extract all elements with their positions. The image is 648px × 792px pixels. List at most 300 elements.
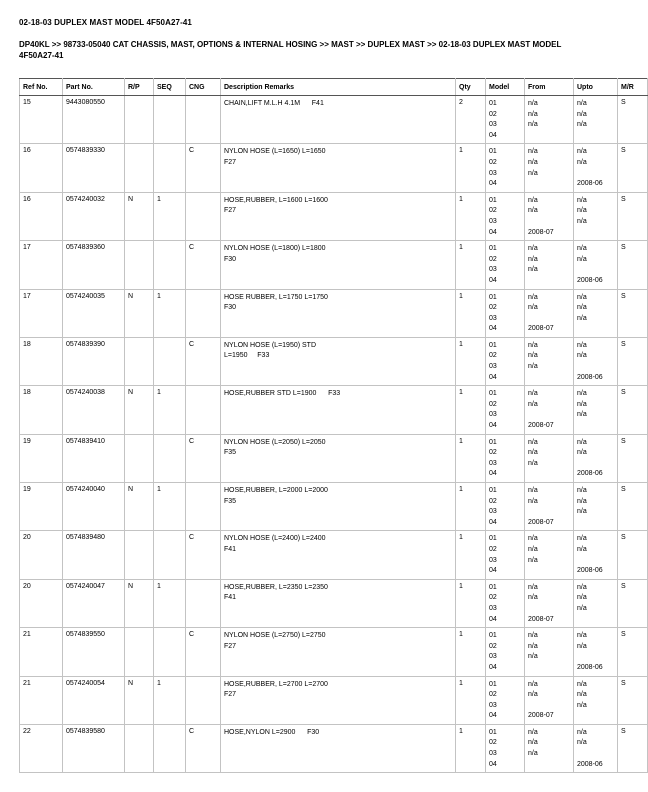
from-line: n/a [528,449,538,457]
from-line: n/a [528,497,538,505]
description-line: HOSE,RUBBER STD L=1900 F33 [224,390,341,398]
model-line: 03 [489,411,497,419]
from-line: n/a [528,304,538,312]
cell-mr: S [618,337,648,385]
cell-part: 0574839580 [63,724,125,772]
upto-line: 2008-06 [577,180,603,188]
cell-ref: 22 [20,724,63,772]
from-line [528,507,571,518]
from-line: n/a [528,266,538,274]
upto-line: 2008-06 [577,663,603,671]
cell-seq [154,628,186,676]
model-line: 01 [489,535,497,543]
upto-line: n/a [577,701,587,709]
from-line [528,276,571,287]
model-line: 03 [489,556,497,564]
cell-from [525,241,574,289]
cell-cng: C [186,144,221,192]
model-line: 02 [489,449,497,457]
cell-part: 0574240047 [63,579,125,627]
model-line: 02 [489,691,497,699]
cell-rp: N [125,483,154,531]
cell-ref: 18 [20,386,63,434]
model-line: 04 [489,760,497,768]
cell-description [221,434,456,482]
from-line: n/a [528,169,538,177]
from-line: 2008-07 [528,422,554,430]
cell-part: 0574839330 [63,144,125,192]
cell-cng: C [186,434,221,482]
cell-part: 0574839360 [63,241,125,289]
upto-line [577,459,615,470]
cell-rp: N [125,579,154,627]
cell-description [221,289,456,337]
model-line: 02 [489,594,497,602]
description-line: F27 [224,158,237,166]
upto-line: n/a [577,535,587,543]
cell-qty: 1 [456,434,486,482]
cell-part: 0574839480 [63,531,125,579]
upto-line: n/a [577,583,587,591]
cell-seq [154,531,186,579]
cell-rp [125,337,154,385]
cell-qty: 1 [456,483,486,531]
upto-line: n/a [577,390,587,398]
description-line: NYLON HOSE (L=1950) STD [224,341,317,349]
description-line: NYLON HOSE (L=2050) L=2050 [224,438,326,446]
upto-line: 2008-06 [577,470,603,478]
model-line: 02 [489,642,497,650]
description-line: L=1950 F33 [224,352,270,360]
cell-cng [186,483,221,531]
cell-mr: S [618,289,648,337]
cell-ref: 16 [20,144,63,192]
model-line: 01 [489,341,497,349]
cell-seq [154,724,186,772]
from-line: n/a [528,245,538,253]
cell-from [525,386,574,434]
cell-from [525,96,574,144]
model-line: 02 [489,400,497,408]
cell-part: 0574839410 [63,434,125,482]
cell-seq [154,337,186,385]
from-line [528,469,571,480]
table-row [20,192,648,240]
from-line: 2008-07 [528,325,554,333]
from-line: n/a [528,341,538,349]
model-line: 01 [489,245,497,253]
model-line: 01 [489,100,497,107]
cell-upto [574,241,618,289]
column-header-from: From [525,79,574,96]
cell-model [486,724,525,772]
cell-ref: 21 [20,628,63,676]
from-line [528,131,571,142]
model-line: 02 [489,352,497,360]
upto-line [577,615,615,626]
from-line [528,217,571,228]
upto-line: n/a [577,148,587,156]
from-line [528,701,571,712]
description-line [224,110,453,121]
upto-line: 2008-06 [577,760,603,768]
upto-line: n/a [577,739,587,747]
cell-from [525,144,574,192]
upto-line: n/a [577,100,587,107]
cell-mr: S [618,192,648,240]
cell-from [525,337,574,385]
cell-description [221,676,456,724]
model-line: 01 [489,196,497,204]
column-header-model: Model [486,79,525,96]
description-line: HOSE,NYLON L=2900 F30 [224,728,320,736]
column-header-qty: Qty [456,79,486,96]
upto-line [577,421,615,432]
model-line: 04 [489,615,497,623]
cell-rp [125,241,154,289]
model-line: 01 [489,293,497,301]
cell-upto [574,337,618,385]
upto-line [577,556,615,567]
cell-description [221,483,456,531]
cell-from [525,289,574,337]
from-line: n/a [528,390,538,398]
cell-seq: 1 [154,192,186,240]
description-line: HOSE,RUBBER, L=2700 L=2700 [224,680,328,688]
from-line: 2008-07 [528,518,554,526]
description-line: NYLON HOSE (L=1650) L=1650 [224,148,326,156]
cell-model [486,579,525,627]
upto-line: n/a [577,604,587,612]
from-line: n/a [528,438,538,446]
cell-model [486,676,525,724]
description-line: F30 [224,255,237,263]
upto-line: n/a [577,217,587,225]
cell-upto [574,676,618,724]
cell-cng [186,192,221,240]
from-line: n/a [528,255,538,263]
table-row [20,579,648,627]
model-line: 04 [489,518,497,526]
cell-upto [574,483,618,531]
upto-line: n/a [577,545,587,553]
model-line: 03 [489,363,497,371]
cell-cng [186,676,221,724]
model-line: 03 [489,266,497,274]
description-line: F27 [224,642,237,650]
cell-part: 0574240040 [63,483,125,531]
description-line: HOSE,RUBBER, L=1600 L=1600 [224,196,328,204]
cell-seq [154,241,186,289]
cell-mr: S [618,724,648,772]
description-line: F41 [224,594,237,602]
from-line: n/a [528,400,538,408]
cell-qty: 1 [456,676,486,724]
upto-line: n/a [577,411,587,419]
cell-rp: N [125,676,154,724]
cell-ref: 18 [20,337,63,385]
table-row [20,483,648,531]
cell-mr: S [618,676,648,724]
cell-qty: 1 [456,531,486,579]
upto-line [577,711,615,722]
cell-model [486,241,525,289]
from-line: n/a [528,121,538,129]
model-line: 01 [489,728,497,736]
cell-upto [574,434,618,482]
cell-ref: 19 [20,483,63,531]
cell-cng [186,289,221,337]
cell-seq [154,96,186,144]
cell-upto [574,724,618,772]
from-line: n/a [528,535,538,543]
upto-line: n/a [577,304,587,312]
cell-ref: 17 [20,241,63,289]
model-line: 04 [489,131,497,139]
cell-model [486,628,525,676]
table-row [20,628,648,676]
upto-line: n/a [577,293,587,301]
model-line: 03 [489,169,497,177]
column-header-part-no: Part No. [63,79,125,96]
model-line: 01 [489,632,497,640]
cell-from [525,676,574,724]
cell-part: 0574839390 [63,337,125,385]
model-line: 03 [489,701,497,709]
description-line: F35 [224,497,237,505]
model-line: 01 [489,680,497,688]
cell-part: 0574839550 [63,628,125,676]
cell-from [525,628,574,676]
cell-mr: S [618,434,648,482]
model-line: 02 [489,158,497,166]
upto-line: n/a [577,487,587,494]
table-row [20,241,648,289]
from-line: n/a [528,207,538,215]
cell-from [525,724,574,772]
upto-line: n/a [577,438,587,446]
cell-upto [574,96,618,144]
model-line: 01 [489,148,497,156]
model-line: 02 [489,497,497,505]
model-line: 03 [489,121,497,129]
from-line [528,760,571,771]
cell-description [221,386,456,434]
cell-part: 0574240038 [63,386,125,434]
cell-from [525,531,574,579]
cell-model [486,144,525,192]
cell-upto [574,144,618,192]
parts-table [19,78,648,773]
from-line: n/a [528,556,538,564]
description-line [224,400,453,411]
cell-rp: N [125,192,154,240]
upto-line: n/a [577,158,587,166]
upto-line [577,518,615,529]
cell-upto [574,289,618,337]
upto-line: 2008-06 [577,567,603,575]
cell-qty: 1 [456,144,486,192]
from-line: n/a [528,293,538,301]
cell-upto [574,531,618,579]
model-line: 03 [489,604,497,612]
from-line: n/a [528,487,538,494]
upto-line [577,324,615,335]
from-line [528,179,571,190]
model-line: 01 [489,438,497,446]
cell-ref: 15 [20,96,63,144]
upto-line: n/a [577,497,587,505]
column-header-seq: SEQ [154,79,186,96]
description-line: HOSE RUBBER, L=1750 L=1750 [224,293,328,301]
cell-ref: 21 [20,676,63,724]
upto-line: n/a [577,594,587,602]
cell-cng [186,386,221,434]
from-line: n/a [528,691,538,699]
upto-line [577,652,615,663]
cell-model [486,337,525,385]
cell-rp [125,724,154,772]
from-line [528,410,571,421]
from-line [528,604,571,615]
from-line: 2008-07 [528,712,554,720]
upto-line: 2008-06 [577,373,603,381]
cell-model [486,483,525,531]
from-line: n/a [528,728,538,736]
table-row [20,337,648,385]
cell-cng [186,96,221,144]
description-line: NYLON HOSE (L=2750) L=2750 [224,632,326,640]
upto-line: n/a [577,207,587,215]
from-line: 2008-07 [528,615,554,623]
from-line: n/a [528,583,538,591]
cell-upto [574,192,618,240]
upto-line: n/a [577,121,587,129]
description-line: F27 [224,207,237,215]
from-line: n/a [528,196,538,204]
column-header-upto: Upto [574,79,618,96]
description-line: HOSE,RUBBER, L=2350 L=2350 [224,583,328,591]
cell-mr: S [618,483,648,531]
column-header-ref-no: Ref No. [20,79,63,96]
upto-line: n/a [577,680,587,688]
description-line [224,738,453,749]
cell-cng: C [186,241,221,289]
from-line [528,314,571,325]
cell-qty: 1 [456,386,486,434]
model-line: 03 [489,459,497,467]
model-line: 03 [489,508,497,516]
description-line: HOSE,RUBBER, L=2000 L=2000 [224,487,328,494]
cell-description [221,337,456,385]
model-line: 04 [489,422,497,430]
cell-mr: S [618,144,648,192]
description-line: CHAIN,LIFT M.L.H 4.1M F41 [224,100,324,107]
cell-description [221,579,456,627]
cell-upto [574,386,618,434]
cell-rp [125,434,154,482]
upto-line: n/a [577,632,587,640]
model-line: 04 [489,663,497,671]
upto-line: n/a [577,245,587,253]
upto-line: n/a [577,508,587,516]
cell-upto [574,628,618,676]
upto-line: n/a [577,642,587,650]
model-line: 04 [489,180,497,188]
cell-qty: 2 [456,96,486,144]
cell-cng: C [186,724,221,772]
from-line [528,373,571,384]
cell-cng: C [186,337,221,385]
description-line: F27 [224,691,237,699]
cell-from [525,192,574,240]
cell-model [486,192,525,240]
cell-ref: 17 [20,289,63,337]
column-header-m-r: M/R [618,79,648,96]
from-line: n/a [528,110,538,118]
cell-description [221,144,456,192]
cell-ref: 20 [20,531,63,579]
cell-cng: C [186,628,221,676]
from-line: n/a [528,148,538,156]
from-line [528,663,571,674]
cell-from [525,483,574,531]
upto-line [577,265,615,276]
cell-part: 0574240054 [63,676,125,724]
model-line: 03 [489,750,497,758]
table-row [20,144,648,192]
description-line: F41 [224,545,237,553]
from-line: n/a [528,363,538,371]
cell-cng: C [186,531,221,579]
upto-line: n/a [577,314,587,322]
cell-rp: N [125,386,154,434]
upto-line [577,169,615,180]
description-line: NYLON HOSE (L=1800) L=1800 [224,245,326,253]
upto-line: n/a [577,196,587,204]
cell-from [525,434,574,482]
model-line: 02 [489,207,497,215]
table-row [20,724,648,772]
cell-rp [125,628,154,676]
cell-part: 0574240032 [63,192,125,240]
upto-line: n/a [577,352,587,360]
model-line: 02 [489,255,497,263]
cell-description [221,96,456,144]
table-row [20,289,648,337]
table-row [20,676,648,724]
cell-mr: S [618,96,648,144]
cell-upto [574,579,618,627]
from-line: n/a [528,100,538,107]
cell-rp: N [125,289,154,337]
cell-rp [125,96,154,144]
cell-cng [186,579,221,627]
cell-ref: 19 [20,434,63,482]
upto-line: n/a [577,728,587,736]
table-row [20,386,648,434]
cell-ref: 16 [20,192,63,240]
column-header-cng: CNG [186,79,221,96]
cell-seq [154,434,186,482]
upto-line: n/a [577,400,587,408]
cell-seq: 1 [154,579,186,627]
upto-line: n/a [577,341,587,349]
from-line: n/a [528,750,538,758]
cell-model [486,289,525,337]
upto-line: n/a [577,691,587,699]
from-line: n/a [528,653,538,661]
